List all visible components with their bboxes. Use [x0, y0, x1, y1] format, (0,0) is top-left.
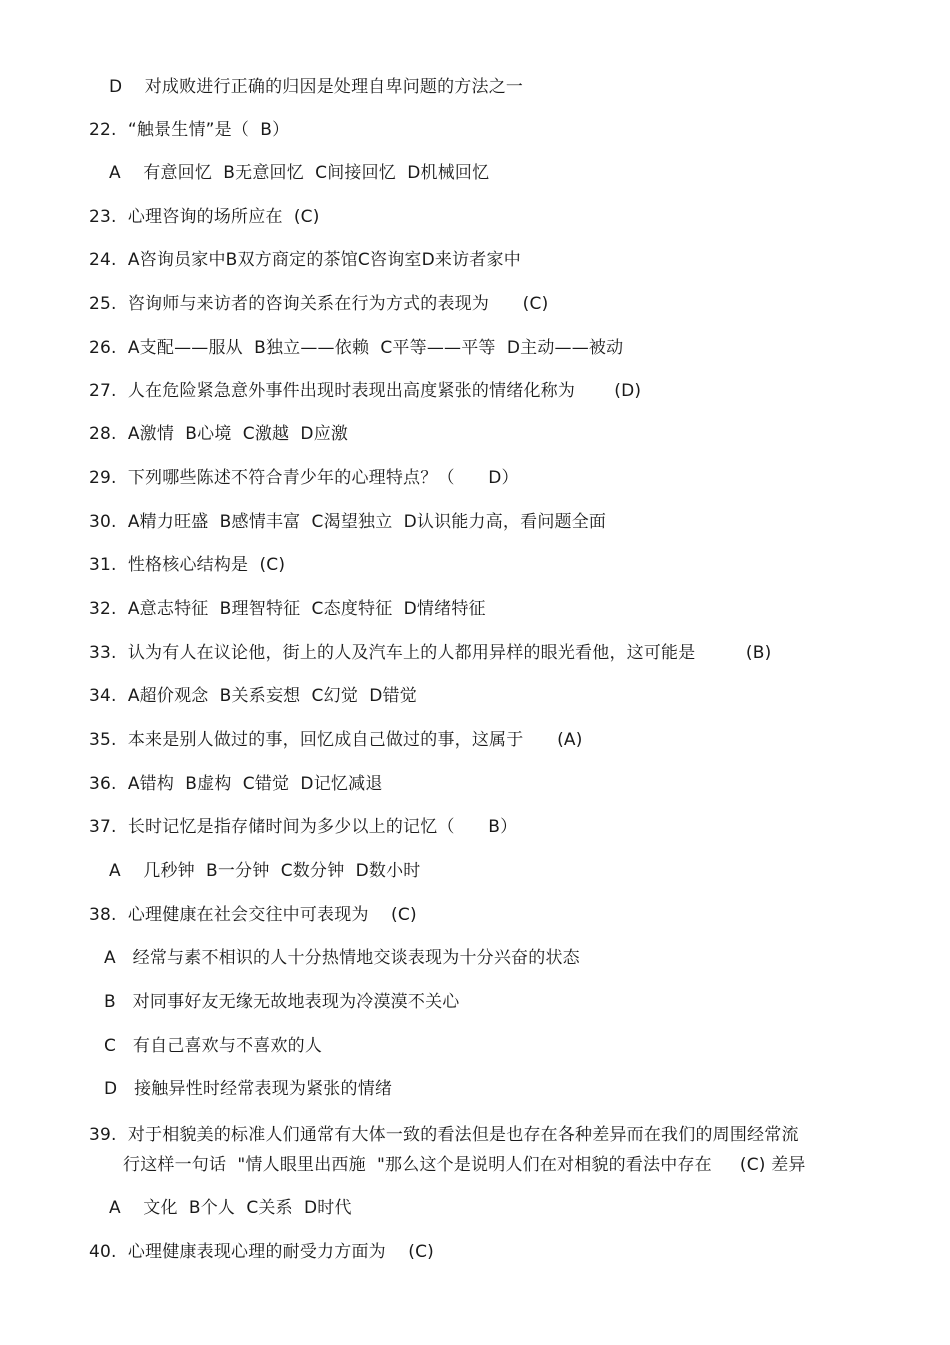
question-31: 31. 性格核心结构是 (C): [89, 555, 286, 575]
options-37: A 几秒钟 B一分钟 C数分钟 D数小时: [109, 861, 421, 881]
question-27: 27. 人在危险紧急意外事件出现时表现出高度紧张的情绪化称为 (D): [89, 381, 642, 401]
question-40: 40. 心理健康表现心理的耐受力方面为 (C): [89, 1242, 434, 1262]
option-38-a: A 经常与素不相识的人十分热情地交谈表现为十分兴奋的状态: [104, 948, 580, 968]
option-38-c: C 有自己喜欢与不喜欢的人: [104, 1036, 323, 1056]
option-38-d: D 接触异性时经常表现为紧张的情绪: [104, 1079, 393, 1099]
option-38-b: B 对同事好友无缘无故地表现为冷漠漠不关心: [104, 992, 460, 1012]
question-29: 29. 下列哪些陈述不符合青少年的心理特点？（ D）: [89, 468, 519, 488]
question-38: 38. 心理健康在社会交往中可表现为 (C): [89, 905, 417, 925]
question-36: 36. A错构 B虚构 C错觉 D记忆减退: [89, 774, 383, 794]
question-39-continued: 行这样一句话 "情人眼里出西施 "那么这个是说明人们在对相貌的看法中存在 (C) 差异: [123, 1155, 806, 1175]
question-23: 23. 心理咨询的场所应在 (C): [89, 207, 320, 227]
question-26: 26. A支配——服从 B独立——依赖 C平等——平等 D主动——被动: [89, 338, 624, 358]
question-33: 33. 认为有人在议论他，街上的人及汽车上的人都用异样的眼光看他，这可能是 (B): [89, 643, 772, 663]
question-39: 39. 对于相貌美的标准人们通常有大体一致的看法但是也存在各种差异而在我们的周围经常流: [89, 1125, 799, 1145]
question-30: 30. A精力旺盛 B感情丰富 C渴望独立 D认识能力高，看问题全面: [89, 512, 607, 532]
question-35: 35. 本来是别人做过的事，回忆成自己做过的事，这属于 (A): [89, 730, 583, 750]
question-37: 37. 长时记忆是指存储时间为多少以上的记忆（ B）: [89, 817, 518, 837]
question-34: 34. A超价观念 B关系妄想 C幻觉 D错觉: [89, 686, 417, 706]
question-28: 28. A激情 B心境 C激越 D应激: [89, 424, 349, 444]
option-line-d: D 对成败进行正确的归因是处理自卑问题的方法之一: [109, 77, 524, 97]
question-24: 24. A咨询员家中B双方商定的茶馆C咨询室D来访者家中: [89, 250, 521, 270]
options-22: A 有意回忆 B无意回忆 C间接回忆 D机械回忆: [109, 163, 490, 183]
question-22: 22. “触景生情”是（ B）: [89, 120, 290, 140]
options-39: A 文化 B个人 C关系 D时代: [109, 1198, 352, 1218]
question-32: 32. A意志特征 B理智特征 C态度特征 D情绪特征: [89, 599, 486, 619]
question-25: 25. 咨询师与来访者的咨询关系在行为方式的表现为 (C): [89, 294, 549, 314]
